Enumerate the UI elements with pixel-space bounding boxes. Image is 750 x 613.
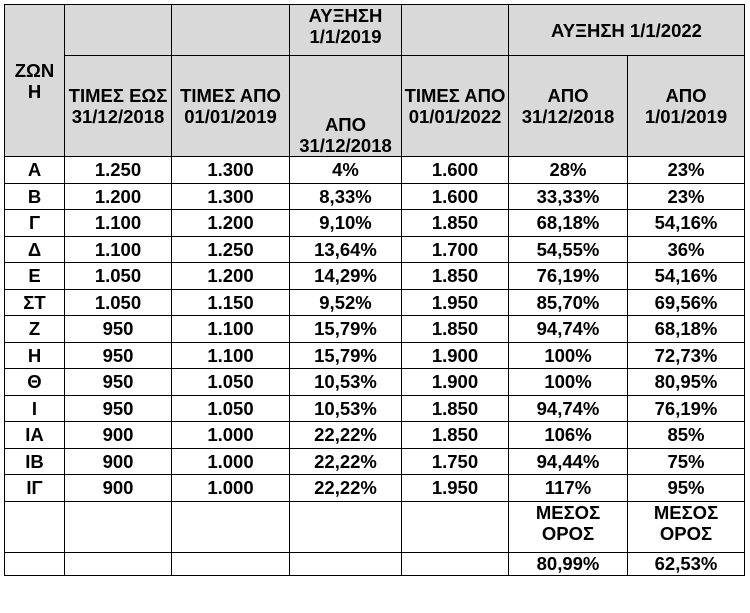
cell-price-until-2018: 1.100 xyxy=(65,210,172,237)
footer-empty-8 xyxy=(172,552,290,575)
cell-increase-2019: 9,52% xyxy=(290,289,402,316)
table-row xyxy=(5,236,745,263)
cell-price-from-2019: 1.150 xyxy=(172,289,290,316)
cell-price-from-2019: 1.100 xyxy=(172,316,290,343)
cell-zone: Ι xyxy=(5,395,65,422)
cell-increase-from-2018: 28% xyxy=(509,157,628,184)
cell-zone: Ε xyxy=(5,263,65,290)
cell-increase-2019: 15,79% xyxy=(290,316,402,343)
header-empty-1 xyxy=(65,5,172,56)
cell-increase-from-2018: 68,18% xyxy=(509,210,628,237)
header-row-top xyxy=(5,5,745,56)
cell-increase-2019: 8,33% xyxy=(290,183,402,210)
cell-increase-from-2018: 100% xyxy=(509,369,628,396)
table-row xyxy=(5,448,745,475)
cell-zone: ΙΓ xyxy=(5,475,65,502)
cell-price-from-2019: 1.050 xyxy=(172,395,290,422)
cell-increase-from-2019: 54,16% xyxy=(628,210,745,237)
cell-price-until-2018: 950 xyxy=(65,395,172,422)
footer-empty-5 xyxy=(402,501,509,552)
cell-zone: Γ xyxy=(5,210,65,237)
cell-increase-from-2018: 106% xyxy=(509,422,628,449)
table-row xyxy=(5,475,745,502)
cell-zone: Θ xyxy=(5,369,65,396)
cell-increase-from-2018: 117% xyxy=(509,475,628,502)
cell-increase-from-2019: 54,16% xyxy=(628,263,745,290)
header-from-31-12-2018-b: ΑΠΟ 31/12/2018 xyxy=(509,56,628,157)
cell-increase-2019: 22,22% xyxy=(290,448,402,475)
cell-increase-from-2019: 85% xyxy=(628,422,745,449)
cell-zone: ΙΑ xyxy=(5,422,65,449)
cell-increase-from-2019: 72,73% xyxy=(628,342,745,369)
cell-price-until-2018: 1.100 xyxy=(65,236,172,263)
table-head xyxy=(5,5,745,157)
cell-price-from-2022: 1.900 xyxy=(402,369,509,396)
table-row xyxy=(5,210,745,237)
cell-price-from-2022: 1.950 xyxy=(402,475,509,502)
cell-price-until-2018: 1.050 xyxy=(65,263,172,290)
cell-increase-from-2018: 94,44% xyxy=(509,448,628,475)
cell-price-from-2022: 1.600 xyxy=(402,157,509,184)
header-empty-2 xyxy=(172,5,290,56)
table-row xyxy=(5,289,745,316)
header-increase-2019: ΑΥΞΗΣΗ 1/1/2019 xyxy=(290,5,402,56)
cell-price-until-2018: 900 xyxy=(65,448,172,475)
cell-increase-from-2019: 76,19% xyxy=(628,395,745,422)
table-body xyxy=(5,157,745,502)
cell-increase-from-2019: 23% xyxy=(628,157,745,184)
footer-empty-4 xyxy=(290,501,402,552)
footer-empty-3 xyxy=(172,501,290,552)
header-from-01-01-2019: ΑΠΟ 1/01/2019 xyxy=(628,56,745,157)
cell-price-from-2022: 1.850 xyxy=(402,316,509,343)
cell-price-from-2022: 1.850 xyxy=(402,210,509,237)
cell-increase-2019: 14,29% xyxy=(290,263,402,290)
cell-increase-2019: 9,10% xyxy=(290,210,402,237)
cell-price-from-2022: 1.850 xyxy=(402,422,509,449)
table-foot xyxy=(5,501,745,575)
header-prices-until-2018: ΤΙΜΕΣ ΕΩΣ 31/12/2018 xyxy=(65,56,172,157)
cell-increase-2019: 10,53% xyxy=(290,395,402,422)
cell-price-from-2022: 1.600 xyxy=(402,183,509,210)
cell-price-from-2019: 1.300 xyxy=(172,183,290,210)
mean-label-a: ΜΕΣΟΣ ΟΡΟΣ xyxy=(509,501,628,552)
cell-increase-from-2018: 54,55% xyxy=(509,236,628,263)
cell-increase-2019: 22,22% xyxy=(290,475,402,502)
header-zone: ΖΩΝ Η xyxy=(5,5,65,157)
cell-price-from-2019: 1.200 xyxy=(172,263,290,290)
cell-price-from-2019: 1.000 xyxy=(172,422,290,449)
cell-price-from-2019: 1.000 xyxy=(172,475,290,502)
table-row xyxy=(5,183,745,210)
cell-price-from-2019: 1.050 xyxy=(172,369,290,396)
cell-price-from-2022: 1.750 xyxy=(402,448,509,475)
cell-increase-2019: 4% xyxy=(290,157,402,184)
header-prices-from-2022: ΤΙΜΕΣ ΑΠΟ 01/01/2022 xyxy=(402,56,509,157)
cell-price-from-2019: 1.200 xyxy=(172,210,290,237)
mean-label-row xyxy=(5,501,745,552)
cell-increase-from-2018: 85,70% xyxy=(509,289,628,316)
cell-price-until-2018: 1.200 xyxy=(65,183,172,210)
cell-increase-from-2019: 69,56% xyxy=(628,289,745,316)
cell-increase-from-2019: 36% xyxy=(628,236,745,263)
cell-price-until-2018: 900 xyxy=(65,422,172,449)
header-from-31-12-2018: ΑΠΟ 31/12/2018 xyxy=(290,56,402,157)
cell-zone: Β xyxy=(5,183,65,210)
table-row xyxy=(5,422,745,449)
zone-price-table xyxy=(4,4,745,576)
footer-empty-10 xyxy=(402,552,509,575)
cell-zone: Ζ xyxy=(5,316,65,343)
cell-increase-from-2019: 23% xyxy=(628,183,745,210)
table-row xyxy=(5,395,745,422)
cell-increase-from-2018: 76,19% xyxy=(509,263,628,290)
cell-zone: Α xyxy=(5,157,65,184)
cell-increase-2019: 15,79% xyxy=(290,342,402,369)
cell-increase-from-2019: 68,18% xyxy=(628,316,745,343)
cell-increase-from-2018: 94,74% xyxy=(509,316,628,343)
cell-price-from-2019: 1.100 xyxy=(172,342,290,369)
cell-price-until-2018: 1.050 xyxy=(65,289,172,316)
cell-increase-2019: 13,64% xyxy=(290,236,402,263)
cell-increase-from-2018: 100% xyxy=(509,342,628,369)
cell-increase-from-2019: 75% xyxy=(628,448,745,475)
cell-increase-2019: 10,53% xyxy=(290,369,402,396)
table-row xyxy=(5,369,745,396)
footer-empty-7 xyxy=(65,552,172,575)
header-row-bottom xyxy=(5,56,745,157)
cell-increase-from-2019: 80,95% xyxy=(628,369,745,396)
cell-price-until-2018: 950 xyxy=(65,342,172,369)
table-row xyxy=(5,316,745,343)
cell-zone: Δ xyxy=(5,236,65,263)
cell-price-from-2022: 1.900 xyxy=(402,342,509,369)
cell-price-until-2018: 900 xyxy=(65,475,172,502)
mean-value-b: 62,53% xyxy=(628,552,745,575)
header-increase-2022: ΑΥΞΗΣΗ 1/1/2022 xyxy=(509,5,745,56)
cell-increase-from-2019: 95% xyxy=(628,475,745,502)
table-row xyxy=(5,342,745,369)
cell-zone: ΣΤ xyxy=(5,289,65,316)
cell-price-until-2018: 950 xyxy=(65,369,172,396)
header-prices-from-2019: ΤΙΜΕΣ ΑΠΟ 01/01/2019 xyxy=(172,56,290,157)
mean-value-a: 80,99% xyxy=(509,552,628,575)
mean-label-b: ΜΕΣΟΣ ΟΡΟΣ xyxy=(628,501,745,552)
cell-price-from-2022: 1.950 xyxy=(402,289,509,316)
cell-price-from-2022: 1.850 xyxy=(402,263,509,290)
table-row xyxy=(5,263,745,290)
cell-price-from-2019: 1.300 xyxy=(172,157,290,184)
cell-increase-from-2018: 94,74% xyxy=(509,395,628,422)
mean-value-row xyxy=(5,552,745,575)
cell-price-from-2019: 1.250 xyxy=(172,236,290,263)
footer-empty-6 xyxy=(5,552,65,575)
cell-zone: ΙΒ xyxy=(5,448,65,475)
footer-empty-9 xyxy=(290,552,402,575)
cell-increase-2019: 22,22% xyxy=(290,422,402,449)
cell-price-from-2019: 1.000 xyxy=(172,448,290,475)
cell-price-until-2018: 1.250 xyxy=(65,157,172,184)
cell-price-until-2018: 950 xyxy=(65,316,172,343)
table-row xyxy=(5,157,745,184)
cell-increase-from-2018: 33,33% xyxy=(509,183,628,210)
footer-empty-1 xyxy=(5,501,65,552)
cell-price-from-2022: 1.700 xyxy=(402,236,509,263)
cell-zone: Η xyxy=(5,342,65,369)
footer-empty-2 xyxy=(65,501,172,552)
cell-price-from-2022: 1.850 xyxy=(402,395,509,422)
header-empty-3 xyxy=(402,5,509,56)
